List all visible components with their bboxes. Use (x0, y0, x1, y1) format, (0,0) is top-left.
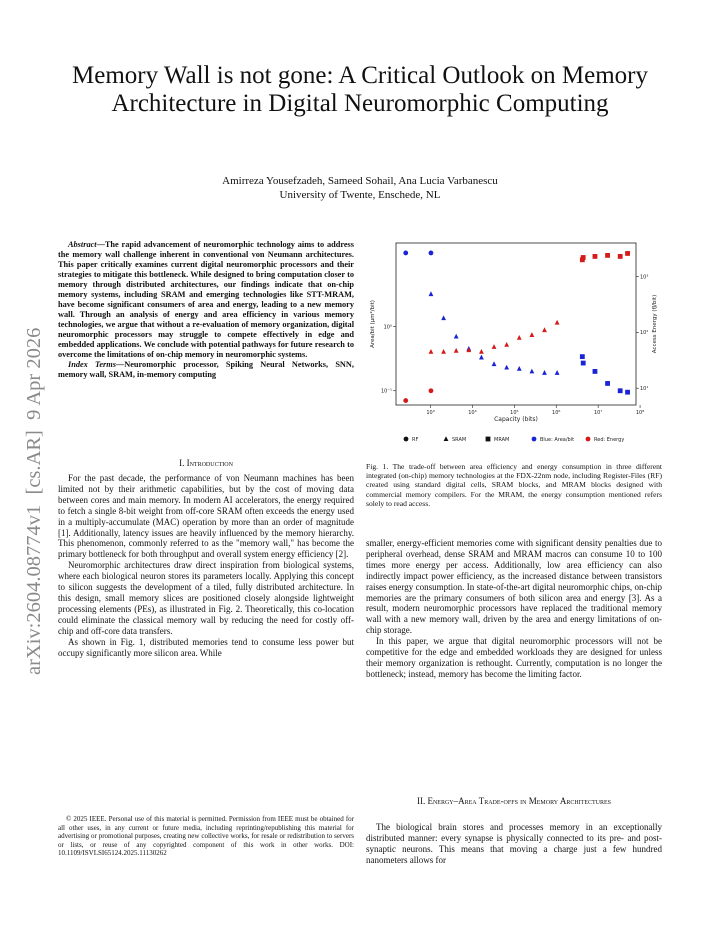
legend-label: Red: Energy (594, 437, 625, 443)
data-point-sram-area-bit (504, 365, 509, 370)
x-tick-label: 10⁶ (552, 410, 561, 416)
data-point-sram-area-bit (429, 291, 434, 296)
arxiv-stamp (16, 200, 48, 700)
x-axis-label: Capacity (bits) (494, 416, 538, 423)
data-point-sram-energy (454, 348, 459, 353)
data-point-mram-energy (625, 251, 630, 256)
y-axis-label-left: Area/bit (μm²/bit) (370, 300, 376, 348)
data-point-sram-energy (517, 335, 522, 340)
data-point-sram-area-bit (529, 369, 534, 374)
axis-ticks (381, 274, 648, 416)
author-block (60, 174, 660, 202)
data-point-mram-area-bit (605, 381, 610, 386)
figure-caption: Fig. 1. The trade-off between area efficiency and energy consumption in three different integrated (on-chip) memory technologies at the FDX-22nm node, including Register-Files (RF) created using standard digital cells, SRAM blocks, and MRAM blocks designed with commercial memory compilers. For the MRAM, the energy consumption mentioned refers solely to read access. (366, 462, 662, 508)
data-point-sram-area-bit (517, 366, 522, 371)
y-left-tick-label: 10⁰ (383, 324, 392, 331)
right-column-body-continued (366, 822, 662, 866)
data-point-rf-energy (429, 388, 434, 393)
body-paragraph: As shown in Fig. 1, distributed memories tend to consume less power but occupy significantly more silicon area. While (58, 636, 354, 658)
data-point-mram-area-bit (581, 361, 586, 366)
data-point-mram-area-bit (625, 390, 630, 395)
x-tick-label: 10⁴ (468, 410, 477, 416)
body-paragraph: For the past decade, the performance of von Neumann machines has been limited not by their arithmetic capabilities, but by the cost of moving data between cores and main memory. In modern AI accelerators, the energy required to fetch a single 8-bit weight from off-core SRAM often exceeds the energy used in a multiply-accumulate (MAC) operation by more than an order of magnitude [1]. Additionally, latency issues are heavily influenced by the memory hierarchy. This phenomenon, commonly referred to as the "memory wall," has become the primary bottleneck for both throughput and overall system energy efficiency [2]. (58, 473, 354, 560)
legend-marker (444, 436, 449, 441)
abstract (58, 240, 354, 380)
left-column-body (58, 473, 354, 658)
right-column-body (366, 538, 662, 680)
x-tick-label: 10⁵ (510, 410, 519, 416)
paper-title: Memory Wall is not gone: A Critical Outlook on Memory Architecture in Digital Neuromorphic Computing (72, 62, 648, 117)
copyright-text: © 2025 IEEE. Personal use of this material is permitted. Permission from IEEE must be obtained for all other uses, in any current or future media, including reprinting/republishing this material for advertising or promotional purposes, creating new collective works, for resale or redistribution to servers or lists, or reuse of any copyrighted component of this work in other works. DOI: 10.1109/ISVLSI65124.2025.11130262 (58, 815, 354, 858)
abstract-text: —The rapid advancement of neuromorphic technology aims to address the memory wall challenge inherent in conventional von Neumann architectures. This paper critically examines current digital neuromorphic processors and their strategies to mitigate this bottleneck. While designed to bring computation closer to memory through distributed architectures, our findings indicate that on-chip memory systems, including SRAM and emerging technologies like STT-MRAM, have become significant consumers of area and energy, leading to a new memory wall. Through an analysis of energy and area efficiency in various memory technologies, we argue that without a re-evaluation of memory organization, digital neuromorphic processors may struggle to compete effectively in edge and embedded applications. We conclude with potential pathways for future research to overcome the limitations of on-chip memory in neuromorphic systems. (58, 240, 354, 359)
abstract-label: Abstract (68, 240, 97, 249)
legend-marker (486, 437, 491, 442)
data-point-mram-energy (581, 255, 586, 260)
legend-marker (404, 437, 409, 442)
index-terms-text: —Neuromorphic processor, Spiking Neural Networks, SNN, memory wall, SRAM, in-memory computing (58, 360, 354, 379)
data-point-sram-energy (441, 349, 446, 354)
data-point-sram-energy (529, 332, 534, 337)
index-terms-label: Index Terms (68, 360, 116, 369)
figure-1-chart (366, 238, 662, 450)
y-right-tick-label: 10² (640, 330, 649, 337)
copyright-notice (58, 815, 354, 858)
chart-frame (396, 243, 636, 405)
data-point-sram-energy (429, 349, 434, 354)
x-tick-label: 10⁸ (635, 410, 645, 416)
legend-marker (586, 437, 591, 442)
data-point-sram-area-bit (454, 334, 459, 339)
arxiv-stamp-svg (16, 200, 48, 700)
body-paragraph: The biological brain stores and processes memory in an exceptionally distributed manner: every synapse is physically connected to its pre- and post-synaptic neurons. This means that moving a charge just a few hundred nanometers allows for (366, 822, 662, 865)
data-point-sram-area-bit (555, 370, 560, 375)
data-point-sram-energy (504, 342, 509, 347)
data-point-sram-energy (555, 320, 560, 325)
data-point-mram-area-bit (593, 369, 598, 374)
section-heading-introduction: I. Introduction (179, 458, 233, 468)
y-left-tick-label: 10⁻¹ (380, 388, 392, 395)
y-right-tick-label: 10¹ (640, 386, 649, 393)
data-point-mram-area-bit (618, 388, 623, 393)
legend-label: SRAM (452, 437, 467, 443)
data-points (403, 251, 630, 403)
data-point-rf-area-bit (403, 251, 408, 256)
data-point-rf-energy (403, 398, 408, 403)
x-tick-label: 10³ (426, 410, 435, 416)
index-terms-paragraph (58, 360, 354, 380)
chart-legend (404, 436, 625, 443)
body-paragraph: In this paper, we argue that digital neuromorphic processors will not be competitive for the edge and embedded workloads they are designed for unless their memory organization is rethought. Currently, computation is no longer the bottleneck; instead, memory has become the limiting factor. (366, 636, 662, 679)
data-point-sram-area-bit (441, 315, 446, 320)
y-axis-label-right: Access Energy (fJ/bit) (652, 294, 658, 354)
data-point-mram-energy (593, 254, 598, 259)
author-affiliation: University of Twente, Enschede, NL (279, 189, 441, 201)
data-point-sram-area-bit (542, 370, 547, 375)
arxiv-id: arXiv:2604.08774v1 [cs.AR] 9 Apr 2026 (23, 327, 45, 675)
data-point-sram-area-bit (492, 361, 497, 366)
data-point-sram-energy (542, 327, 547, 332)
data-point-sram-area-bit (479, 355, 484, 360)
author-names: Amirreza Yousefzadeh, Sameed Sohail, Ana Lucia Varbanescu (222, 175, 498, 187)
section-heading-energy-area: II. Energy–Area Trade-offs in Memory Architectures (416, 796, 611, 806)
y-right-tick-label: 10³ (640, 274, 649, 281)
data-point-mram-energy (618, 254, 623, 259)
legend-label: Blue: Area/bit (540, 437, 575, 443)
data-point-mram-energy (605, 253, 610, 258)
legend-label: RF (412, 437, 419, 443)
abstract-paragraph (58, 240, 354, 360)
legend-marker (532, 437, 537, 442)
body-paragraph: Neuromorphic architectures draw direct inspiration from biological systems, where each biological neuron stores its parameters locally. Applying this concept to silicon suggests the development of a tiled, fully distributed architecture. In this design, small memory slices are positioned closely alongside lightweight processing elements (PEs), as illustrated in Fig. 2. Theoretically, this co-location could eliminate the classical memory wall by reducing the need for costly off-chip and off-core data transfers. (58, 560, 354, 636)
data-point-mram-area-bit (580, 354, 585, 359)
data-point-sram-energy (492, 344, 497, 349)
body-paragraph: smaller, energy-efficient memories come with significant density penalties due to peripheral overhead, dense SRAM and MRAM macros can consume 10 to 100 times more energy per access. Additionally, low area efficiency can also indirectly impact power efficiency, as the increased distance between transistors raises energy consumption. In state-of-the-art digital neuromorphic chips, on-chip memories are the primary consumers of both silicon area and energy [3]. As a result, modern neuromorphic processors have replaced the traditional memory wall with a new memory wall, driven by the area and energy limitations of on-chip storage. (366, 538, 662, 636)
x-tick-label: 10⁷ (593, 410, 603, 416)
legend-label: MRAM (494, 437, 510, 443)
chart-svg (366, 238, 662, 450)
data-point-rf-area-bit (429, 251, 434, 256)
data-point-sram-energy (479, 349, 484, 354)
